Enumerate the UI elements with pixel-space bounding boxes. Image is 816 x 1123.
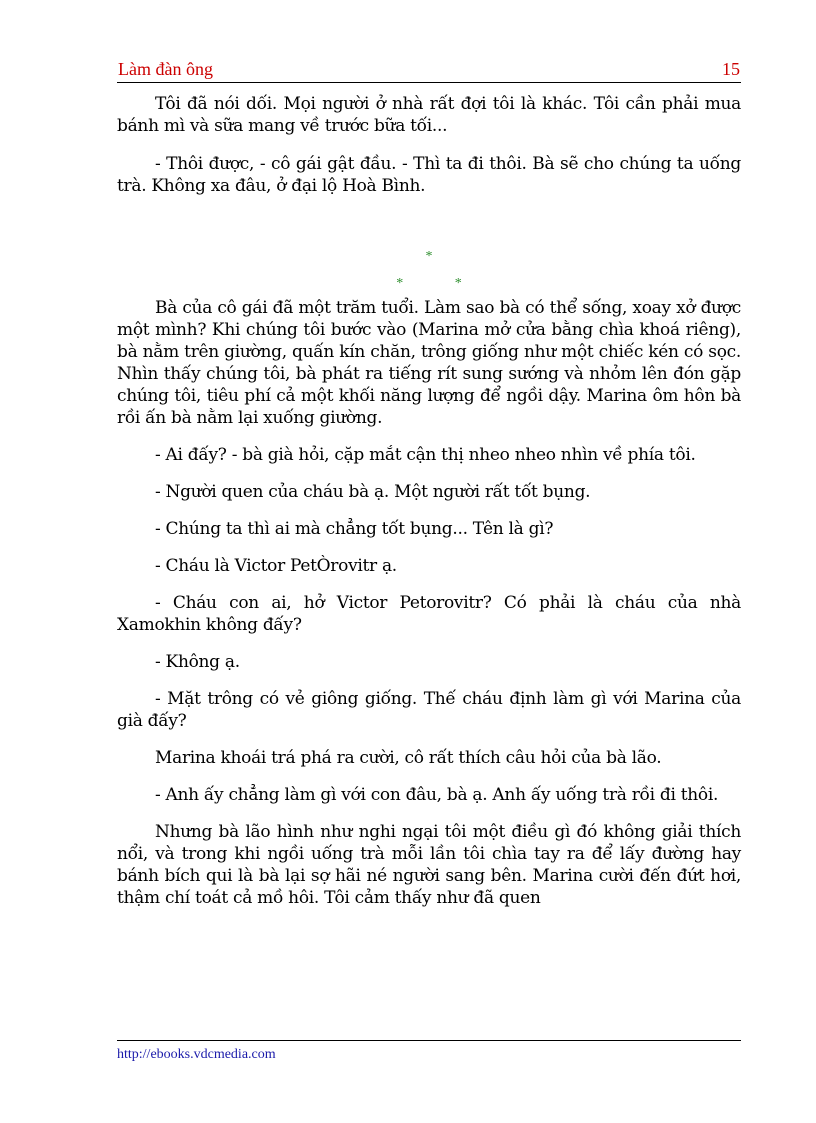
section-break (117, 249, 741, 265)
paragraph: - Người quen của cháu bà ạ. Một người rất tốt bụng. (155, 482, 591, 502)
paragraph: - Cháu con ai, hở Victor Petorovitr? Có phải là cháu của nhà Xamokhin không đấy? (117, 593, 741, 635)
paragraph: Bà của cô gái đã một trăm tuổi. Làm sao bà có thể sống, xoay xở được một mình? Khi chúng tôi bước vào (Marina mở cửa bằng chìa khoá riêng), bà nằm trên giường, quấn kín chăn, trông giống như một chiếc kén có sọc. Nhìn thấy chúng tôi, bà phát ra tiếng rít sung sướng và nhỏm lên đón gặp chúng tôi, tiêu phí cả một khối năng lượng để ngồi dậy. Marina ôm hôn bà rồi ấn bà nằm lại xuống giường. (117, 298, 741, 428)
paragraph: - Thôi được, - cô gái gật đầu. - Thì ta đi thôi. Bà sẽ cho chúng ta uống trà. Không xa đâu, ở đại lộ Hoà Bình. (117, 154, 741, 196)
section-break-row (117, 276, 741, 292)
paragraph: - Ai đấy? - bà già hỏi, cặp mắt cận thị nheo nheo nhìn về phía tôi. (155, 445, 696, 465)
page-footer (117, 1040, 741, 1063)
paragraph: - Cháu là Victor PetÒrovitr ạ. (155, 556, 397, 576)
asterisk-mark: * (396, 276, 404, 291)
paragraph: - Không ạ. (155, 652, 240, 672)
paragraph: - Anh ấy chẳng làm gì với con đâu, bà ạ. Anh ấy uống trà rồi đi thôi. (155, 785, 719, 805)
asterisk-mark: * (454, 276, 462, 291)
paragraph: Nhưng bà lão hình như nghi ngại tôi một điều gì đó không giải thích nổi, và trong khi ngồi uống trà mỗi lần tôi chìa tay ra để lấy đường hay bánh bích qui là bà lại sợ hãi né người sang bên. Marina cười đến đứt hơi, thậm chí toát cả mồ hôi. Tôi cảm thấy như đã quen (117, 822, 741, 908)
paragraph: Marina khoái trá phá ra cười, cô rất thích câu hỏi của bà lão. (155, 748, 662, 768)
book-title: Làm đàn ông (118, 59, 213, 79)
page-body (117, 93, 741, 909)
paragraph: - Mặt trông có vẻ giông giống. Thế cháu định làm gì với Marina của già đấy? (117, 689, 741, 731)
asterisk-mark: * (425, 249, 433, 264)
footer-link[interactable]: http://ebooks.vdcmedia.com (117, 1047, 276, 1062)
paragraph: - Chúng ta thì ai mà chẳng tốt bụng... Tên là gì? (155, 519, 554, 539)
page-number: 15 (722, 59, 740, 79)
paragraph: Tôi đã nói dối. Mọi người ở nhà rất đợi tôi là khác. Tôi cần phải mua bánh mì và sữa mang về trước bữa tối... (117, 94, 741, 136)
page-header (117, 58, 741, 83)
